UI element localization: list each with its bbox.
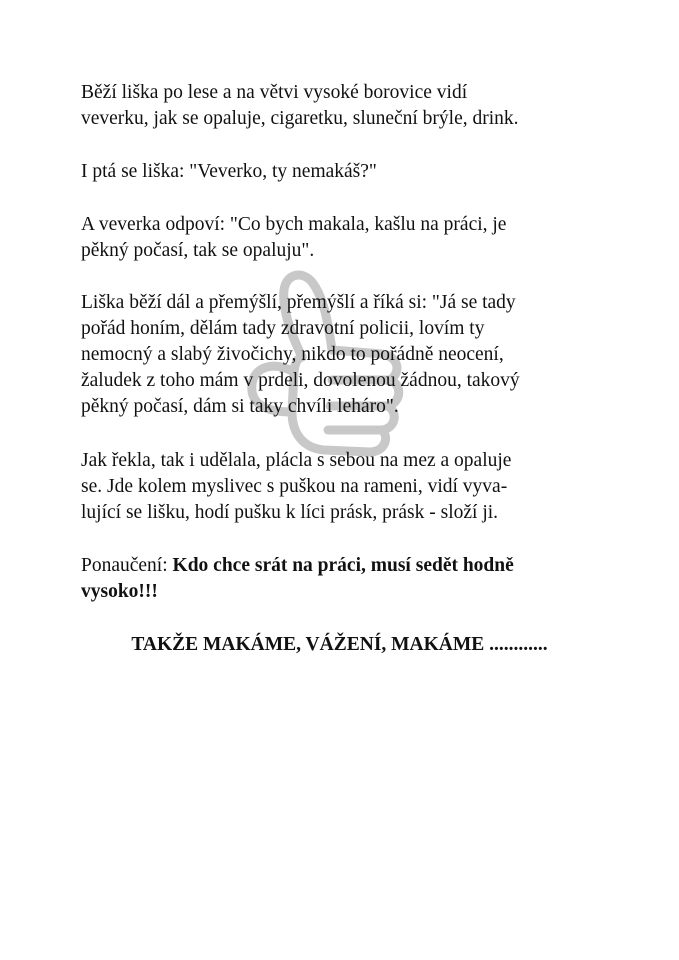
text-line: se. Jde kolem myslivec s puškou na rameni, vidí vyva- [81,476,508,497]
paragraph-3 [81,212,601,264]
text-line: A veverka odpoví: "Co bych makala, kašlu na práci, je [81,214,507,235]
text-line: Běží liška po lese a na větvi vysoké borovice vidí [81,82,468,103]
paragraph-2 [81,159,601,185]
text-line: pěkný počasí, dám si taky chvíli leháro". [81,396,399,417]
text-line: lující se lišku, hodí pušku k líci prásk, prásk - složí ji. [81,502,499,523]
text-line: nemocný a slabý živočichy, nikdo to pořádně neocení, [81,344,504,365]
moral-line-1 [81,553,601,579]
text-line: pořád honím, dělám tady zdravotní policii, lovím ty [81,318,485,339]
moral-label: Ponaučení: [81,555,173,576]
text-line: I ptá se liška: "Veverko, ty nemakáš?" [81,161,377,182]
text-line: Jak řekla, tak i udělala, plácla s sebou na mez a opaluje [81,450,512,471]
moral-paragraph [81,553,601,605]
text-line: veverku, jak se opaluje, cigaretku, sluneční brýle, drink. [81,108,519,129]
paragraph-4 [81,290,601,420]
text-line: žaludek z toho mám v prdeli, dovolenou žádnou, takový [81,370,520,391]
moral-bold-text: Kdo chce srát na práci, musí sedět hodně [172,555,514,576]
text-line: Liška běží dál a přemýšlí, přemýšlí a říká si: "Já se tady [81,292,516,313]
text-line: pěkný počasí, tak se opaluju". [81,240,315,261]
moral-bold-text-2: vysoko!!! [81,581,158,602]
paragraph-1 [81,80,601,132]
closing-heading: TAKŽE MAKÁME, VÁŽENÍ, MAKÁME ............ [131,634,548,655]
paragraph-5 [81,448,601,526]
